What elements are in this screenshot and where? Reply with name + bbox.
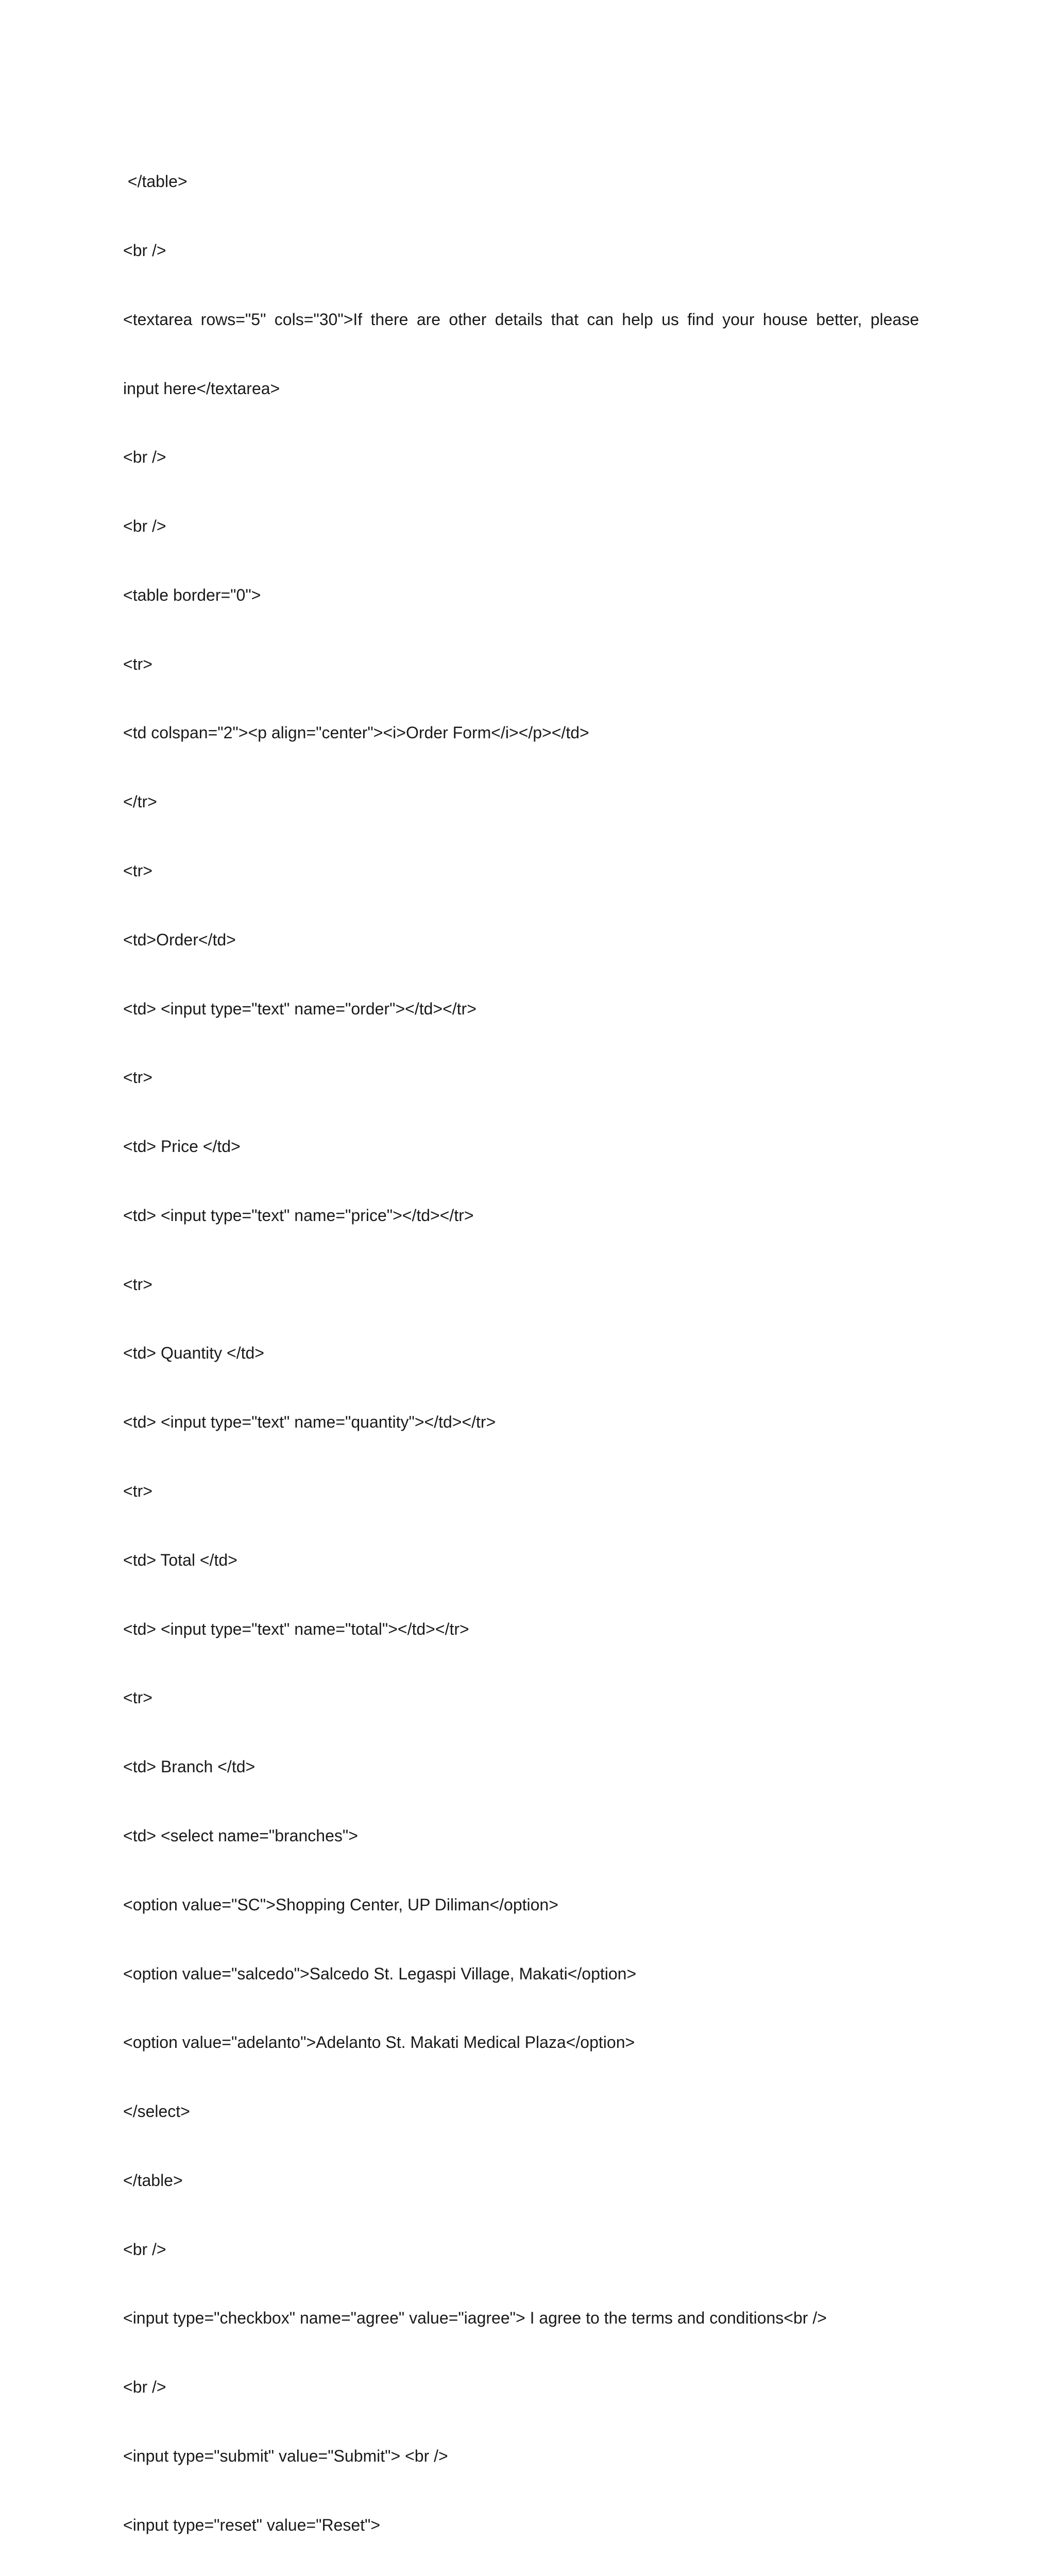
code-line: <br /> <box>123 517 166 536</box>
code-line: input here</textarea> <box>123 379 280 398</box>
code-line: <textarea rows="5" cols="30">If there are other details that can help us find your house better, please <box>123 310 919 329</box>
code-line: <tr> <box>123 1482 152 1501</box>
code-listing <box>123 124 919 2576</box>
code-line: <td> Branch </td> <box>123 1757 256 1776</box>
code-line: <input type="reset" value="Reset"> <box>123 2515 381 2534</box>
code-line: <td>Order</td> <box>123 930 236 949</box>
code-line: <table border="0"> <box>123 585 261 604</box>
code-line: </tr> <box>123 792 157 811</box>
code-line: <br /> <box>123 2378 166 2397</box>
code-line: <br /> <box>123 241 166 260</box>
code-line: <tr> <box>123 1688 152 1707</box>
code-line: <td> Price </td> <box>123 1137 241 1156</box>
code-line: <td> <input type="text" name="order"></td></tr> <box>123 999 477 1018</box>
code-line: <td> <input type="text" name="price"></td></tr> <box>123 1206 474 1225</box>
code-line: <tr> <box>123 861 152 880</box>
code-line: <tr> <box>123 1275 152 1294</box>
code-line: <td> Quantity </td> <box>123 1344 264 1363</box>
code-line: </select> <box>123 2102 190 2121</box>
code-line: <td> <input type="text" name="quantity"></td></tr> <box>123 1413 496 1432</box>
code-line: </table> <box>123 172 188 191</box>
code-line: <td> Total </td> <box>123 1550 237 1569</box>
code-line: <tr> <box>123 1068 152 1087</box>
code-line: <br /> <box>123 448 166 467</box>
code-line: <option value="adelanto">Adelanto St. Makati Medical Plaza</option> <box>123 2033 635 2052</box>
code-line: <br /> <box>123 2240 166 2259</box>
code-line: <option value="SC">Shopping Center, UP Diliman</option> <box>123 1895 558 1914</box>
code-line: <tr> <box>123 654 152 673</box>
code-line: </table> <box>123 2171 183 2190</box>
code-line: <td colspan="2"><p align="center"><i>Order Form</i></p></td> <box>123 723 589 742</box>
code-line: <td> <select name="branches"> <box>123 1826 358 1845</box>
code-line: <input type="checkbox" name="agree" value="iagree"> I agree to the terms and conditions<br /> <box>123 2309 827 2328</box>
code-line: <input type="submit" value="Submit"> <br /> <box>123 2446 448 2465</box>
code-line: <option value="salcedo">Salcedo St. Legaspi Village, Makati</option> <box>123 1964 637 1983</box>
code-line: <td> <input type="text" name="total"></td></tr> <box>123 1619 469 1638</box>
